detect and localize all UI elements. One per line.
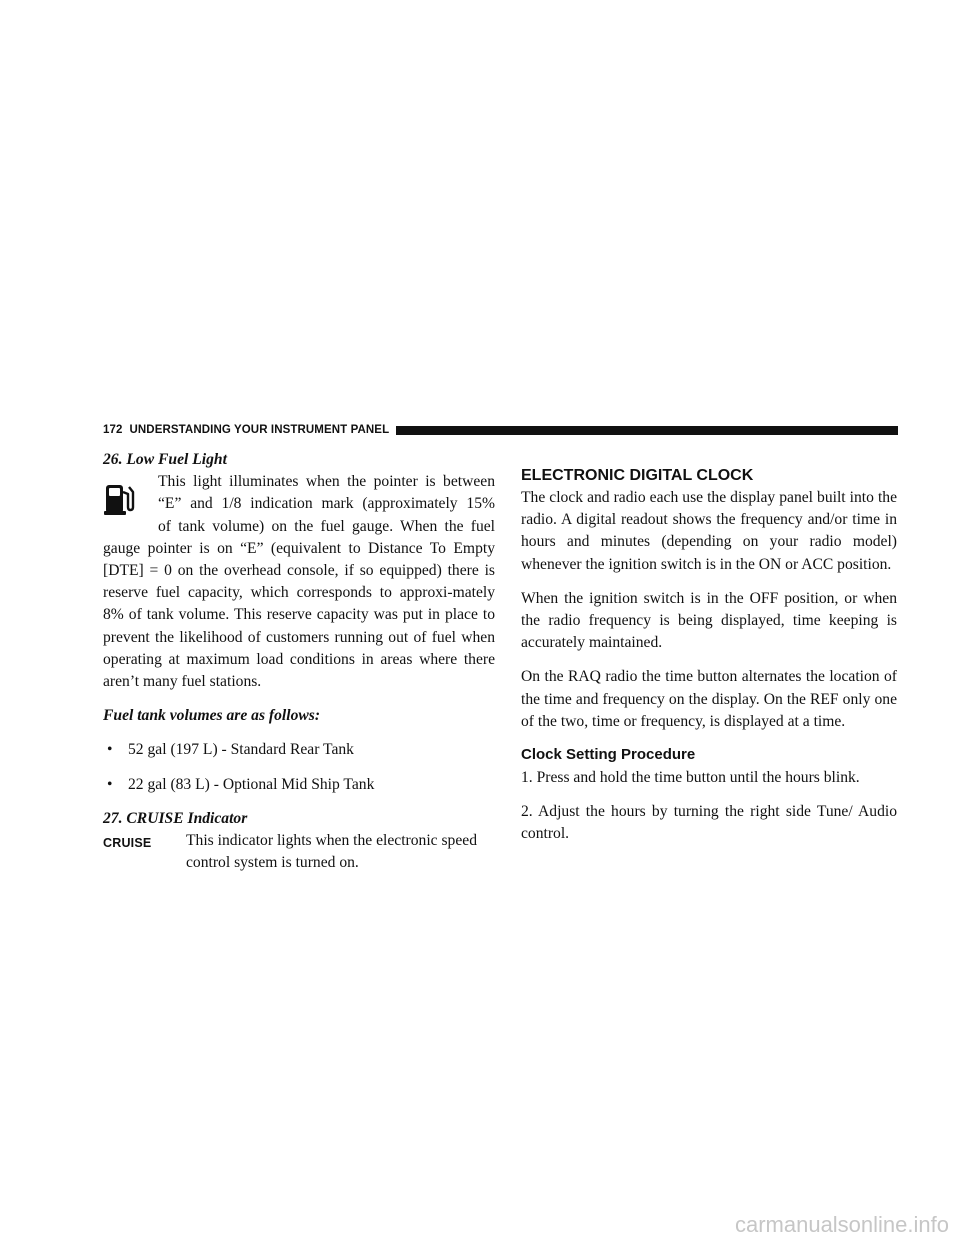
entry-26-body <box>103 471 495 693</box>
tank-volumes-heading: Fuel tank volumes are as follows: <box>103 707 321 725</box>
step-2: 2. Adjust the hours by turning the right side Tune/ Audio control. <box>521 803 897 843</box>
watermark: carmanualsonline.info <box>734 1212 949 1237</box>
paragraph: When the ignition switch is in the OFF position, or when the radio frequency is being displayed, time keeping is accurately maintained. <box>521 589 897 652</box>
entry-26-line-3: of tank volume) on the fuel gauge. When the fuel <box>158 517 495 535</box>
header-rule <box>396 426 898 435</box>
right-column <box>521 449 897 846</box>
entry-27-body <box>103 830 495 874</box>
entry-26-line-1: This light illuminates when the pointer is between <box>158 473 495 491</box>
entry-26-text: gauge pointer is on “E” (equivalent to Distance To Empty [DTE] = 0 on the overhead console, if so equipped) there is reserve fuel capacity, which corresponds to approxi-mately 8% of tank volume. This reserve capacity was put in place to prevent the likelihood of customers running out of fuel when operating at maximum load conditions in areas where there aren’t many fuel stations. <box>103 539 495 691</box>
step-1: 1. Press and hold the time button until the hours blink. <box>521 769 860 787</box>
fuel-pump-icon <box>103 480 143 516</box>
bullet-text: 52 gal (197 L) - Standard Rear Tank <box>128 741 354 759</box>
header-page-number: 172 <box>103 424 123 436</box>
bullet-text: 22 gal (83 L) - Optional Mid Ship Tank <box>128 775 375 793</box>
section-title: ELECTRONIC DIGITAL CLOCK <box>521 467 754 484</box>
left-column <box>103 449 495 874</box>
entry-27-title: 27. CRUISE Indicator <box>103 809 248 827</box>
cruise-indicator-icon: CRUISE <box>103 836 152 851</box>
bullet-icon: • <box>107 775 113 793</box>
header-title: UNDERSTANDING YOUR INSTRUMENT PANEL <box>129 424 390 436</box>
list-item <box>107 774 495 796</box>
paragraph: The clock and radio each use the display panel built into the radio. A digital readout shows the frequency and/or time in hours and minutes (depending on your radio model) whenever the ignition switch is in the ON or ACC position. <box>521 489 897 573</box>
page-header <box>103 423 898 437</box>
bullet-icon: • <box>107 741 113 759</box>
paragraph: On the RAQ radio the time button alternates the location of the time and frequency on the display. On the REF only one of the two, time or frequency, is displayed at a time. <box>521 668 897 730</box>
entry-27-text: This indicator lights when the electronic speed control system is turned on. <box>186 832 477 872</box>
entry-26-title: 26. Low Fuel Light <box>103 451 227 468</box>
subsection-title: Clock Setting Procedure <box>521 746 696 764</box>
list-item <box>107 739 495 761</box>
entry-26-line-2: “E” and 1/8 indication mark (approximately 15% <box>158 495 495 513</box>
